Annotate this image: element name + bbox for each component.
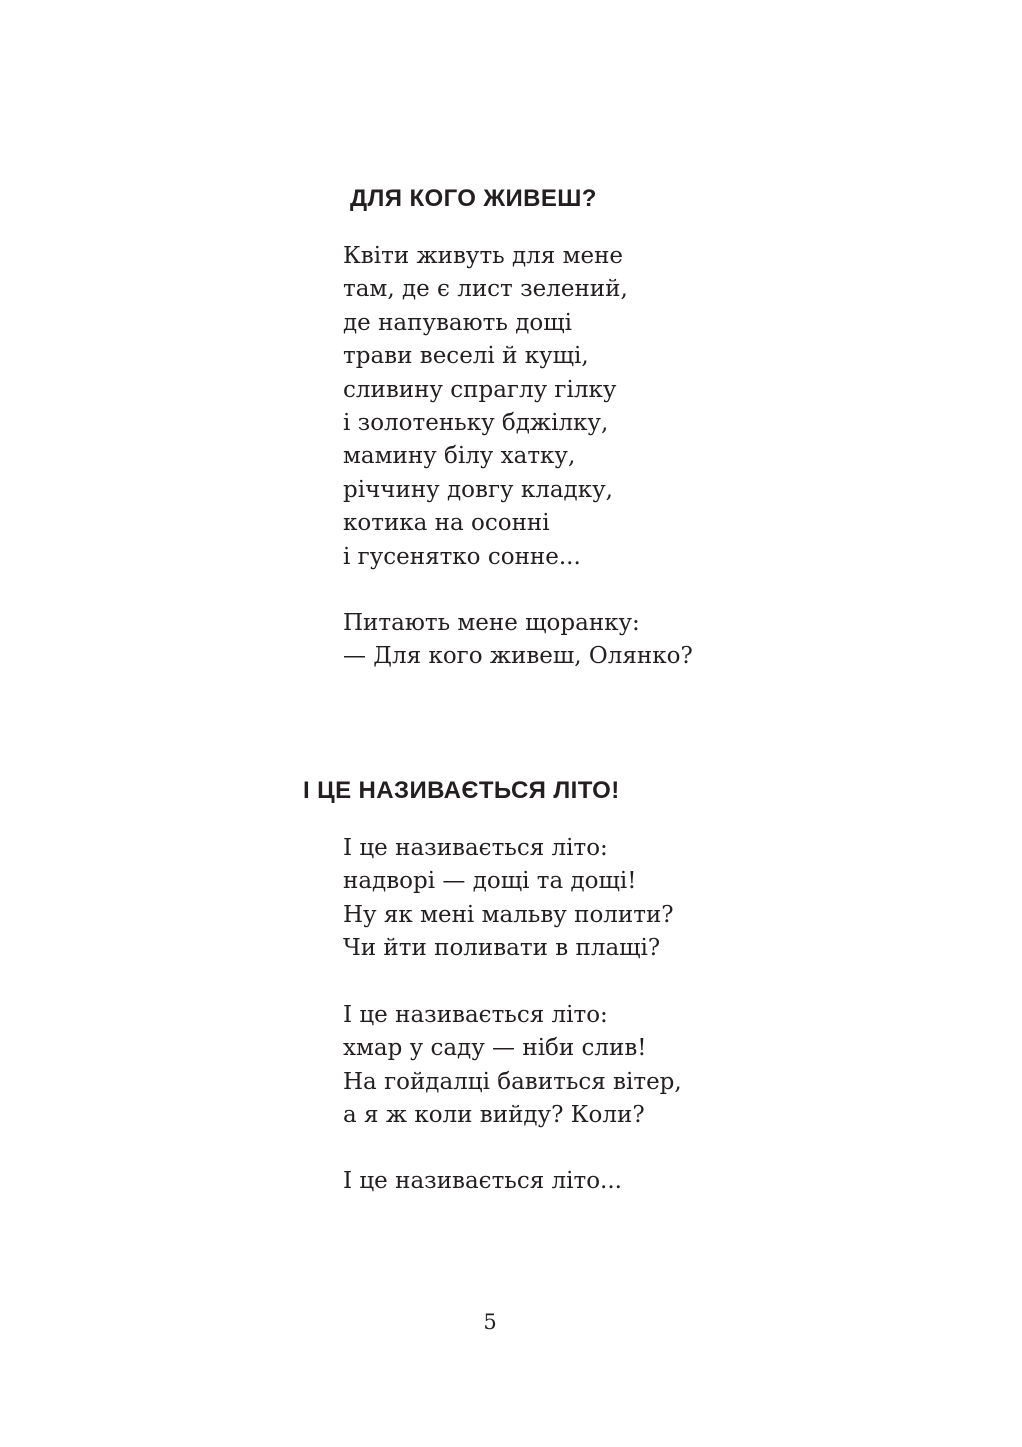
page-number: 5: [483, 1310, 497, 1334]
verse-line: І це називається літо:: [343, 835, 608, 861]
verse-line: І це називається літо:: [343, 1002, 608, 1028]
verse-line: хмар у саду — ніби слив!: [343, 1035, 647, 1062]
verse-line: річчину довгу кладку,: [343, 476, 613, 503]
verse-line: — Для кого живеш, Олянко?: [343, 643, 693, 670]
poem-title: ДЛЯ КОГО ЖИВЕШ?: [350, 185, 597, 212]
verse-line: трави веселі й кущі,: [343, 343, 589, 370]
verse-line: котика на осонні: [343, 510, 550, 537]
stanza: [343, 607, 693, 674]
verse-line: і золотеньку бджілку,: [343, 409, 609, 436]
verse-line: Ну як мені мальву полити?: [343, 901, 674, 928]
verse-line: а я ж коли вийду? Коли?: [343, 1102, 645, 1129]
verse-line: мамину білу хатку,: [343, 443, 576, 470]
verse-line: там, де є лист зелений,: [343, 276, 628, 303]
verse-line: Квіти живуть для мене: [343, 243, 624, 269]
verse-line: На гойдалці бавиться вітер,: [343, 1068, 682, 1095]
stanza: [343, 999, 682, 1133]
stanza: [343, 1165, 622, 1198]
stanza: [343, 240, 628, 574]
verse-line: Питають мене щоранку:: [343, 610, 640, 636]
verse-line: де напувають дощі: [343, 309, 572, 336]
verse-line: Чи йти поливати в плащі?: [343, 935, 661, 962]
stanza: [343, 832, 674, 966]
verse-line: сливину спраглу гілку: [343, 376, 617, 403]
verse-line: надворі — дощі та дощі!: [343, 868, 637, 895]
verse-line: І це називається літо...: [343, 1168, 622, 1194]
verse-line: і гусенятко сонне...: [343, 543, 581, 570]
poem-title: І ЦЕ НАЗИВАЄТЬСЯ ЛІТО!: [303, 777, 620, 804]
